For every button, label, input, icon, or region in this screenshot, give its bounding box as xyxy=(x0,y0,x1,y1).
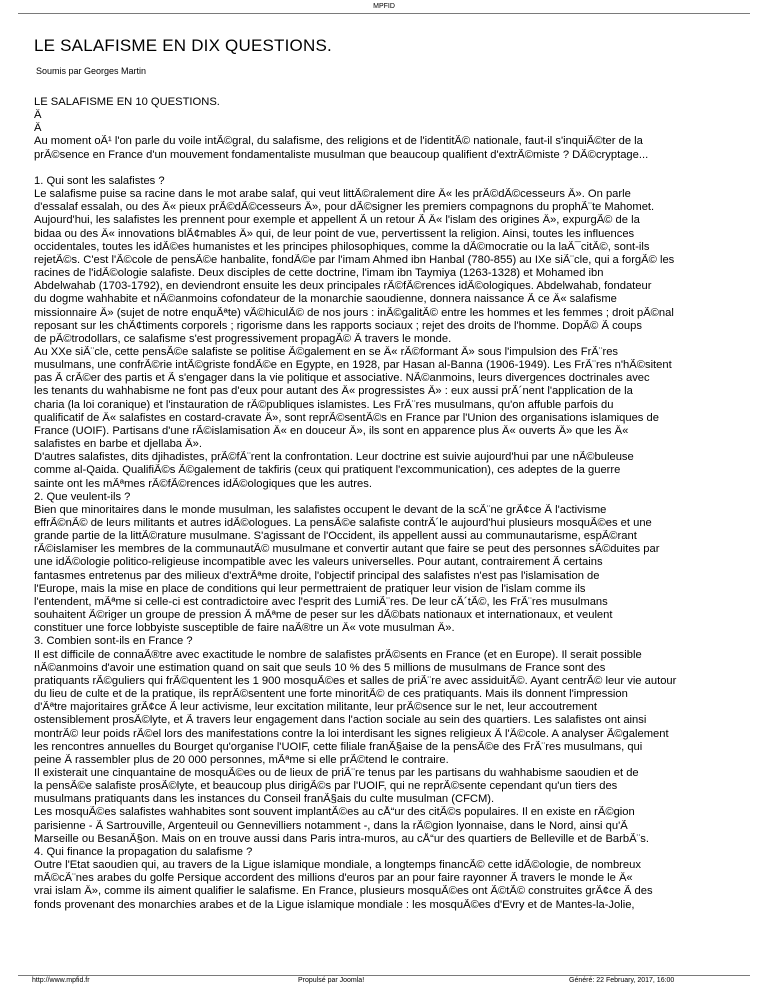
article-line: souhaitent Ã©riger un groupe de pression Ã mÃªme de peser sur les dÃ©bats nationaux et internationaux, et veulent xyxy=(34,609,613,622)
article-line: pas Ã crÃ©er des partis et Ã s'engager dans la vie politique et associative. NÃ©anmoins, leurs divergences doctrinales avec xyxy=(34,372,650,385)
article-line: grande partie de la littÃ©rature musulmane. S'agissant de l'Occident, ils appellent aussi au communautarisme, espÃ©rant xyxy=(34,530,637,543)
article-line: constituer une force lobbyiste susceptible de faire naÃ®tre un Â« vote musulman Â». xyxy=(34,622,455,635)
article-line: rejetÃ©s. C'est l'Ã©cole de pensÃ©e hanbalite, fondÃ©e par l'imam Ahmed ibn Hanbal (780-855) au IXe siÃ¨cle, qui a forgÃ© les xyxy=(34,253,675,266)
article-line: les tenants du wahhabisme ne font pas d'eux pour autant des Â« progressistes Â» : eux aussi prÃ´nent l'application de la xyxy=(34,385,633,398)
footer-powered-by: Propulsé par Joomla! xyxy=(298,977,365,984)
footer-generated-date: Généré: 22 February, 2017, 16:00 xyxy=(569,977,675,984)
article-line: charia (la loi coranique) et l'instauration de rÃ©publiques islamistes. Les FrÃ¨res musulmans, qu'on affuble parfois du xyxy=(34,398,614,411)
article-line: Â xyxy=(34,109,42,122)
article-author: Soumis par Georges Martin xyxy=(36,66,147,76)
article-line: Il existerait une cinquantaine de mosquÃ©es ou de lieux de priÃ¨re tenus par les partisans du wahhabisme saoudien et de xyxy=(34,766,639,779)
article-line: les rencontres annuelles du Bourget qu'organise l'UOIF, cette filiale franÃ§aise de la pensÃ©e des FrÃ¨res musulmans, qui xyxy=(34,740,643,753)
article-title: LE SALAFISME EN DIX QUESTIONS. xyxy=(34,36,332,55)
site-name: MPFID xyxy=(373,3,395,10)
article-line: Les mosquÃ©es salafistes wahhabites sont souvent implantÃ©es au cÅ“ur des citÃ©s populaires. Il en existe en rÃ©gion xyxy=(34,806,635,819)
article-line: d'essalaf essalah, ou des Â« pieux prÃ©dÃ©cesseurs Â», pour dÃ©signer les premiers compagnons du prophÃ¨te Mahomet. xyxy=(34,201,655,214)
article-line: salafistes en barbe et djellaba Â». xyxy=(34,438,202,451)
article-line: Â xyxy=(34,122,42,135)
top-divider xyxy=(18,13,750,14)
article-line: Aujourd'hui, les salafistes les prennent pour exemple et appellent Ã un retour Ã Â« l'islam des origines Â», expurgÃ© de la xyxy=(34,214,640,227)
article-line: sainte ont les mÃªmes rÃ©fÃ©rences idÃ©ologiques que les autres. xyxy=(34,477,372,490)
article-line: 2. Que veulent-ils ? xyxy=(34,490,131,503)
article-line: Au XXe siÃ¨cle, cette pensÃ©e salafiste se politise Ã©galement en se Â« rÃ©formant Â» sous l'impulsion des FrÃ¨res xyxy=(34,345,619,358)
article-line: rÃ©islamiser les membres de la communautÃ© musulmane et convertir autant que faire se peut des personnes sÃ©duites par xyxy=(34,543,660,556)
article-line: vrai islam Â», comme ils aiment qualifier le salafisme. En France, plusieurs mosquÃ©es ont Ã©tÃ© construites grÃ¢ce Ã des xyxy=(34,885,653,898)
article-line: pratiquants rÃ©guliers qui frÃ©quentent les 1 900 mosquÃ©es et salles de priÃ¨re avec assiduitÃ©. Ayant centrÃ© leur vie autour xyxy=(34,674,677,687)
article-line: reposant sur les chÃ¢timents corporels ; rigorisme dans les rapports sociaux ; rejet des droits de l'homme. DopÃ© Ã coups xyxy=(34,319,642,332)
article-line: d'Ãªtre majoritaires grÃ¢ce Ã leur activisme, leur excitation militante, leur prÃ©sence sur le net, leur accoutrement xyxy=(34,701,597,714)
article-line: de pÃ©trodollars, ce salafisme s'est progressivement propagÃ© Ã travers le monde. xyxy=(34,332,452,345)
article-line xyxy=(34,162,762,175)
bottom-divider xyxy=(18,975,750,976)
article-line: France (UOIF). Partisans d'une rÃ©islamisation Â« en douceur Â», ils sont en apparence plus Â« ouverts Â» que les Â« xyxy=(34,424,629,437)
article-line: occidentales, toutes les idÃ©es humanistes et les principes philosophiques, comme la dÃ©mocratie ou la laÃ¯citÃ©, sont-ils xyxy=(34,240,650,253)
article-line: musulmans, une confrÃ©rie intÃ©griste fondÃ©e en Egypte, en 1928, par Hasan al-Banna (1906-1949). Les FrÃ¨res n'hÃ©sitent xyxy=(34,359,672,372)
article-line: la pensÃ©e salafiste prosÃ©lyte, et beaucoup plus dirigÃ©s par l'UOIF, qui ne reprÃ©sente cependant qu'un tiers des xyxy=(34,780,618,793)
article-line: l'entendent, mÃªme si celle-ci est contradictoire avec l'esprit des LumiÃ¨res. De leur cÃ´tÃ©, les FrÃ¨res musulmans xyxy=(34,595,608,608)
article-line: LE SALAFISME EN 10 QUESTIONS. xyxy=(34,96,220,108)
article-line: Outre l'Etat saoudien qui, au travers de la Ligue islamique mondiale, a longtemps financÃ© cette idÃ©ologie, de nombreux xyxy=(34,859,641,872)
article-line: D'autres salafistes, dits djihadistes, prÃ©fÃ¨rent la confrontation. Leur doctrine est suivie aujourd'hui par une nÃ©buleuse xyxy=(34,451,634,464)
article-line: Abdelwahab (1703-1792), en deviendront ensuite les deux principales rÃ©fÃ©rences idÃ©ologiques. Abdelwahab, fondateur xyxy=(34,280,652,293)
article-line: nÃ©anmoins d'avoir une estimation quand on sait que seuls 10 % des 5 millions de musulmans de France sont des xyxy=(34,661,606,674)
article-line: qualificatif de Â« salafistes en costard-cravate Â», sont reprÃ©sentÃ©s en France par l'Union des organisations islamiques de xyxy=(34,411,659,424)
article-line: 1. Qui sont les salafistes ? xyxy=(34,174,165,187)
article-line: ostensiblement prosÃ©lyte, et Ã travers leur engagement dans l'action sociale au sein des quartiers. Les salafistes ont ainsi xyxy=(34,714,647,727)
article-line: musulmans pratiquants dans les instances du Conseil franÃ§ais du culte musulman (CFCM). xyxy=(34,793,495,806)
article-line: fantasmes entretenus par des milieux d'extrÃªme droite, l'objectif principal des salafistes n'est pas l'islamisation de xyxy=(34,569,600,582)
article-line: racines de l'idÃ©ologie salafiste. Deux disciples de cette doctrine, l'imam ibn Taymiya (1263-1328) et Mohamed ibn xyxy=(34,267,604,280)
footer-url-link[interactable]: http://www.mpfid.fr xyxy=(32,977,90,984)
article-line: effrÃ©nÃ© de leurs militants et autres idÃ©ologues. La pensÃ©e salafiste contrÃ´le aujourd'hui plusieurs mosquÃ©es et une xyxy=(34,517,652,529)
article-line: missionnaire Â» (sujet de notre enquÃªte) vÃ©hiculÃ© de nos jours : inÃ©galitÃ© entre les hommes et les femmes ; droit pÃ©nal xyxy=(34,306,674,319)
article-line: Au moment oÃ¹ l'on parle du voile intÃ©gral, du salafisme, des religions et de l'identitÃ© nationale, faut-il s'inquiÃ©ter de la xyxy=(34,135,643,148)
article-line: comme al-Qaida. QualifiÃ©s Ã©galement de takfiris (ceux qui pratiquent l'excommunication), ces adeptes de la guerre xyxy=(34,464,621,477)
article-line: fonds provenant des monarchies arabes et de la Ligue islamique mondiale : les mosquÃ©es d'Evry et de Mantes-la-Jolie, xyxy=(34,898,635,911)
article-line: une idÃ©ologie politico-religieuse incompatible avec les valeurs universelles. Pour autant, contrairement Ã certains xyxy=(34,556,603,569)
article-line: bidaa ou des Â« innovations blÃ¢mables Â» qui, de leur point de vue, pervertissent la religion. Ainsi, toutes les influences xyxy=(34,227,635,240)
article-line: Marseille ou BesanÃ§on. Mais on en trouve aussi dans Paris intra-muros, au cÅ“ur des quartiers de Belleville et de BarbÃ¨s. xyxy=(34,832,649,845)
article-line: du lieu de culte et de la pratique, ils reprÃ©sentent une forte minoritÃ© de ces pratiquants. Mais ils donnent l'impression xyxy=(34,688,628,701)
article-line: 4. Qui finance la propagation du salafisme ? xyxy=(34,845,253,858)
article-line: l'Europe, mais la mise en place de conditions qui leur permettraient de pratiquer leur vision de l'islam comme ils xyxy=(34,582,586,595)
article-line: du dogme wahhabite et nÃ©anmoins cofondateur de la monarchie saoudienne, donnera naissance Ã ce Â« salafisme xyxy=(34,293,617,306)
article-line: Bien que minoritaires dans le monde musulman, les salafistes occupent le devant de la scÃ¨ne grÃ¢ce Ã l'activisme xyxy=(34,503,607,516)
article-line: Le salafisme puise sa racine dans le mot arabe salaf, qui veut littÃ©ralement dire Â« les prÃ©dÃ©cesseurs Â». On parle xyxy=(34,188,631,201)
article-line: 3. Combien sont-ils en France ? xyxy=(34,635,193,648)
article-line: peine Ã rassembler plus de 20 000 personnes, mÃªme si elle prÃ©tend le contraire. xyxy=(34,753,449,766)
article-line: parisienne - Ã Sartrouville, Argenteuil ou Gennevilliers notamment -, dans la rÃ©gion lyonnaise, dans le Nord, ainsi qu'Ã xyxy=(34,819,628,832)
article-line: mÃ©cÃ¨nes arabes du golfe Persique accordent des millions d'euros par an pour faire rayonner Ã travers le monde le Â« xyxy=(34,872,633,885)
article-line: montrÃ© leur poids rÃ©el lors des manifestations contre la loi interdisant les signes religieux Ã l'Ã©cole. A analyser Ã©galement xyxy=(34,727,669,740)
article-line: prÃ©sence en France d'un mouvement fondamentaliste musulman que beaucoup qualifient d'extrÃ©miste ? DÃ©cryptage... xyxy=(34,148,649,161)
article-line: Il est difficile de connaÃ®tre avec exactitude le nombre de salafistes prÃ©sents en France (et en Europe). Il serait possible xyxy=(34,648,642,661)
article-body xyxy=(34,96,762,912)
